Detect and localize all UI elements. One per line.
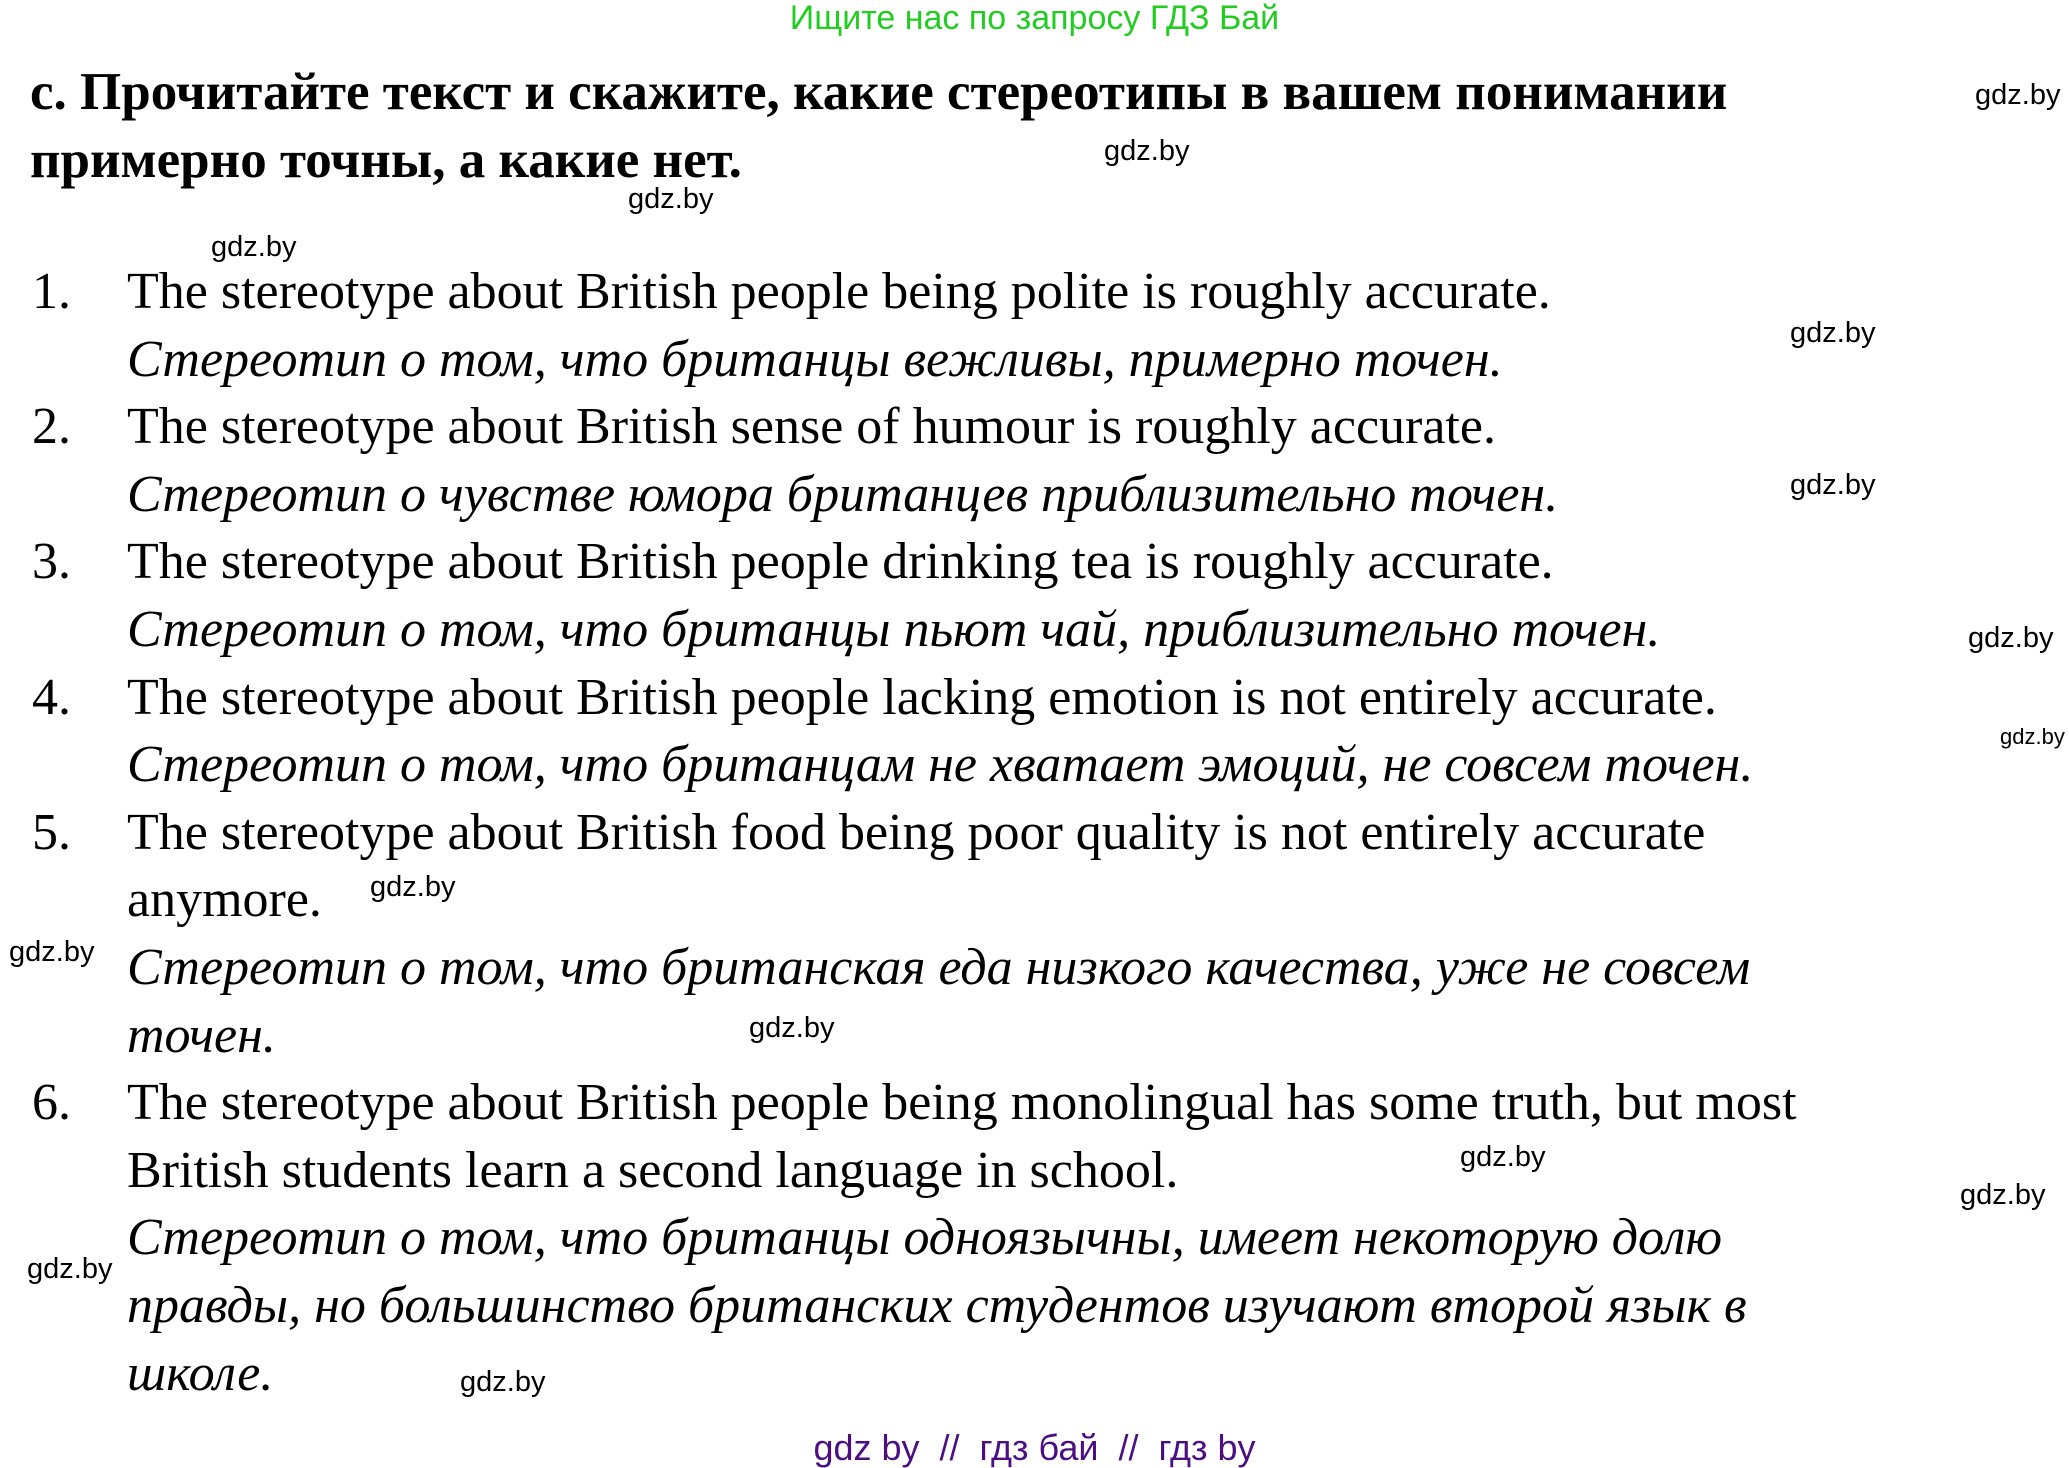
russian-translation: Стереотип о том, что британцы одноязычны, имеет некоторую долю: [127, 1209, 1723, 1267]
watermark: gdz.by: [1790, 317, 1876, 349]
heading-line: c. Прочитайте текст и скажите, какие стереотипы в вашем понимании: [30, 63, 1728, 121]
watermark: gdz.by: [1975, 79, 2061, 111]
watermark: gdz.by: [460, 1366, 546, 1398]
russian-translation: правды, но большинство британских студентов изучают второй язык в: [127, 1276, 1747, 1334]
russian-translation: Стереотип о том, что британская еда низкого качества, уже не совсем: [127, 938, 1751, 996]
watermark: gdz.by: [211, 231, 297, 263]
footer-links: gdz by // гдз бай // гдз by: [813, 1427, 1256, 1468]
item-number: 6.: [32, 1074, 71, 1132]
english-sentence: The stereotype about British people being polite is roughly accurate.: [127, 263, 1551, 320]
watermark: gdz.by: [370, 871, 456, 903]
russian-translation: Стереотип о чувстве юмора британцев приблизительно точен.: [127, 465, 1559, 523]
watermark: gdz.by: [27, 1253, 113, 1285]
russian-translation: Стереотип о том, что британцы вежливы, примерно точен.: [127, 330, 1503, 388]
item-number: 5.: [32, 803, 71, 861]
watermark: gdz.by: [1790, 469, 1876, 501]
english-sentence: British students learn a second language in school.: [127, 1141, 1179, 1199]
russian-translation: школе.: [127, 1344, 274, 1402]
item-number: 3.: [32, 533, 71, 591]
watermark: gdz.by: [1104, 135, 1190, 167]
watermark: gdz.by: [2000, 724, 2065, 749]
russian-translation: Стереотип о том, что британцам не хватает эмоций, не совсем точен.: [127, 736, 1754, 794]
heading-line: примерно точны, а какие нет.: [30, 131, 742, 189]
english-sentence: The stereotype about British food being poor quality is not entirely accurate: [127, 803, 1706, 861]
exercise-heading: [30, 58, 1727, 194]
english-sentence: The stereotype about British people lacking emotion is not entirely accurate.: [127, 668, 1717, 726]
item-number: 4.: [32, 668, 71, 726]
russian-translation: Стереотип о том, что британцы пьют чай, приблизительно точен.: [127, 600, 1661, 658]
watermark: gdz.by: [1968, 622, 2054, 654]
english-sentence: anymore.: [127, 871, 322, 929]
item-number: 2.: [32, 398, 71, 456]
item-number: 1.: [32, 263, 71, 320]
english-sentence: The stereotype about British sense of humour is roughly accurate.: [127, 398, 1496, 456]
watermark: gdz.by: [749, 1012, 835, 1044]
english-sentence: The stereotype about British people drinking tea is roughly accurate.: [127, 533, 1554, 591]
watermark: gdz.by: [628, 183, 714, 215]
watermark: gdz.by: [1460, 1141, 1546, 1173]
watermark: gdz.by: [1960, 1179, 2046, 1211]
search-banner: Ищите нас по запросу ГДЗ Бай: [789, 0, 1280, 37]
english-sentence: The stereotype about British people being monolingual has some truth, but most: [127, 1074, 1797, 1132]
russian-translation: точен.: [127, 1006, 276, 1064]
watermark: gdz.by: [9, 936, 95, 968]
